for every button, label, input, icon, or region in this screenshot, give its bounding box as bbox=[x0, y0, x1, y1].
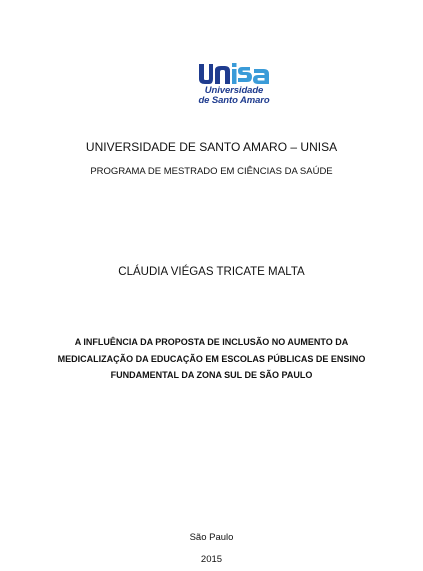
author-name: CLÁUDIA VIÉGAS TRICATE MALTA bbox=[118, 266, 305, 278]
logo-line-universidade: Universidade bbox=[204, 85, 264, 96]
year: 2015 bbox=[200, 554, 223, 565]
thesis-title bbox=[40, 334, 383, 384]
logo-line-santo-amaro: de Santo Amaro bbox=[198, 95, 270, 106]
unisa-logo bbox=[196, 61, 272, 107]
unisa-wordmark-logo bbox=[196, 61, 272, 87]
city: São Paulo bbox=[189, 532, 234, 543]
thesis-title-line-3: FUNDAMENTAL DA ZONA SUL DE SÃO PAULO bbox=[110, 370, 313, 380]
program-name: PROGRAMA DE MESTRADO EM CIÊNCIAS DA SAÚDE bbox=[90, 166, 333, 177]
thesis-title-line-1: A INFLUÊNCIA DA PROPOSTA DE INCLUSÃO NO AUMENTO DA bbox=[74, 337, 349, 347]
thesis-title-line-2: MEDICALIZAÇÃO DA EDUCAÇÃO EM ESCOLAS PÚBLICAS DE ENSINO bbox=[57, 353, 366, 364]
university-name: UNIVERSIDADE DE SANTO AMARO – UNISA bbox=[85, 140, 338, 154]
